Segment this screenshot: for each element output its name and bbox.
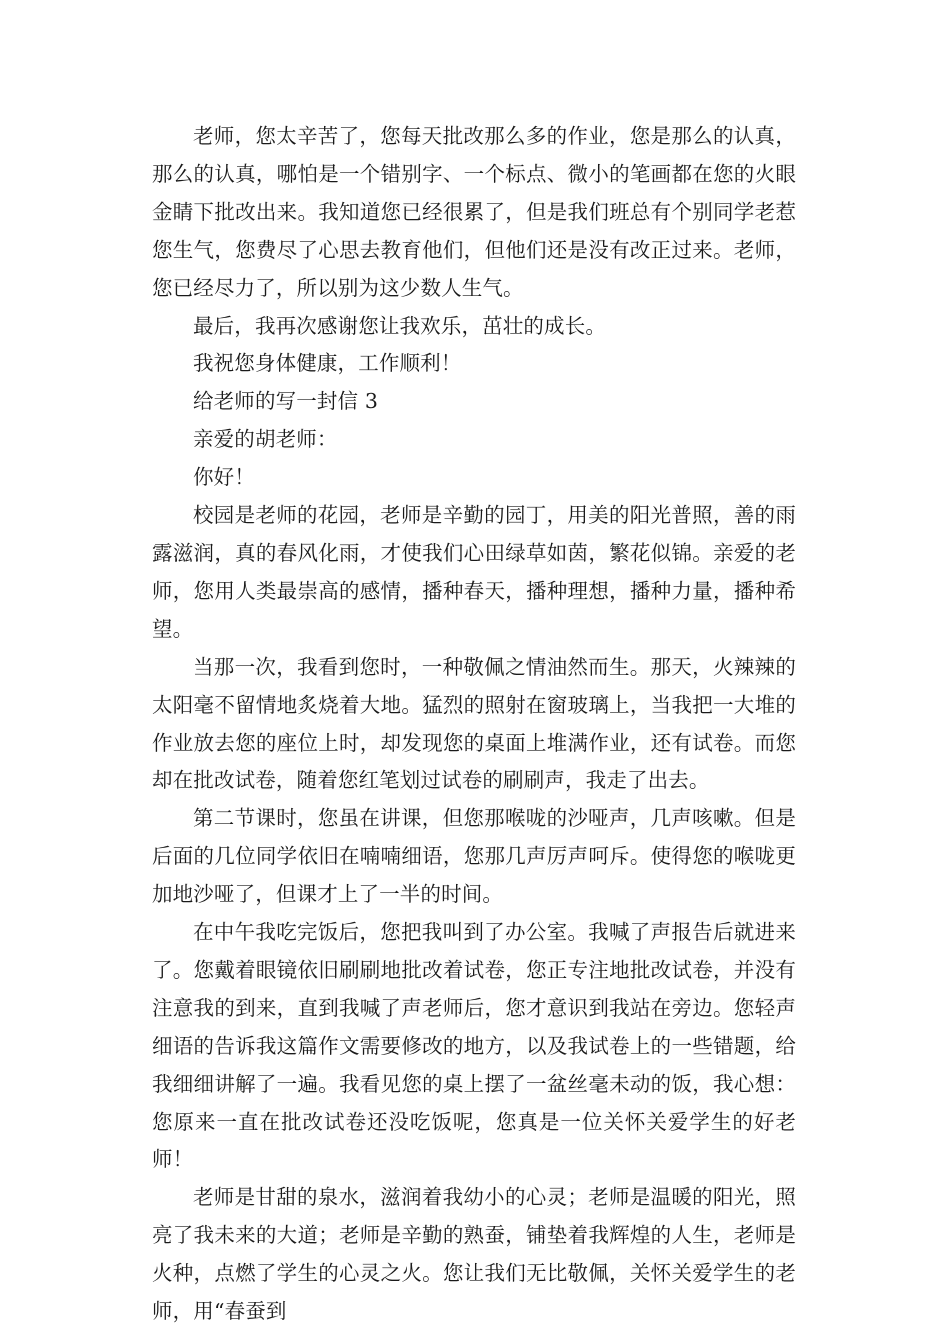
paragraph: 最后，我再次感谢您让我欢乐，茁壮的成长。 — [193, 313, 606, 338]
paragraph: 我祝您身体健康，工作顺利！ — [193, 351, 462, 376]
salutation: 亲爱的胡老师： — [193, 427, 338, 452]
letter-heading: 给老师的写一封信 3 — [193, 389, 379, 414]
paragraph: 老师是甘甜的泉水，滋润着我幼小的心灵；老师是温暖的阳光，照亮了我未来的大道；老师是辛勤的熟蚕，铺垫着我辉煌的人生，老师是火种，点燃了学生的心灵之火。您让我们无比敬佩，关怀关爱学生的老师，用“春蚕到 — [152, 1185, 796, 1324]
paragraph: 在中午我吃完饭后，您把我叫到了办公室。我喊了声报告后就进来了。您戴着眼镜依旧刷刷地批改着试卷，您正专注地批改试卷，并没有注意我的到来，直到我喊了声老师后，您才意识到我站在旁边。您轻声细语的告诉我这篇作文需要修改的地方，以及我试卷上的一些错题，给我细细讲解了一遍。我看见您的桌上摆了一盆丝毫未动的饭，我心想：您原来一直在批改试卷还没吃饭呢，您真是一位关怀关爱学生的好老师！ — [152, 920, 796, 1172]
paragraph: 老师，您太辛苦了，您每天批改那么多的作业，您是那么的认真，那么的认真，哪怕是一个错别字、一个标点、微小的笔画都在您的火眼金睛下批改出来。我知道您已经很累了，但是我们班总有个别同学老惹您生气，您费尽了心思去教育他们，但他们还是没有改正过来。老师，您已经尽力了，所以别为这少数人生气。 — [152, 124, 796, 300]
paragraph: 第二节课时，您虽在讲课，但您那喉咙的沙哑声，几声咳嗽。但是后面的几位同学依旧在喃喃细语，您那几声厉声呵斥。使得您的喉咙更加地沙哑了，但课才上了一半的时间。 — [152, 806, 796, 907]
paragraph: 校园是老师的花园，老师是辛勤的园丁，用美的阳光普照，善的雨露滋润，真的春风化雨，才使我们心田绿草如茵，繁花似锦。亲爱的老师，您用人类最崇高的感情，播种春天，播种理想，播种力量，播种希望。 — [152, 503, 796, 641]
greeting: 你好！ — [193, 465, 255, 490]
paragraph: 当那一次，我看到您时，一种敬佩之情油然而生。那天，火辣辣的太阳毫不留情地炙烧着大地。猛烈的照射在窗玻璃上，当我把一大堆的作业放去您的座位上时，却发现您的桌面上堆满作业，还有试卷。而您却在批改试卷，随着您红笔划过试卷的刷刷声，我走了出去。 — [152, 654, 796, 793]
letter-body — [152, 118, 796, 1331]
